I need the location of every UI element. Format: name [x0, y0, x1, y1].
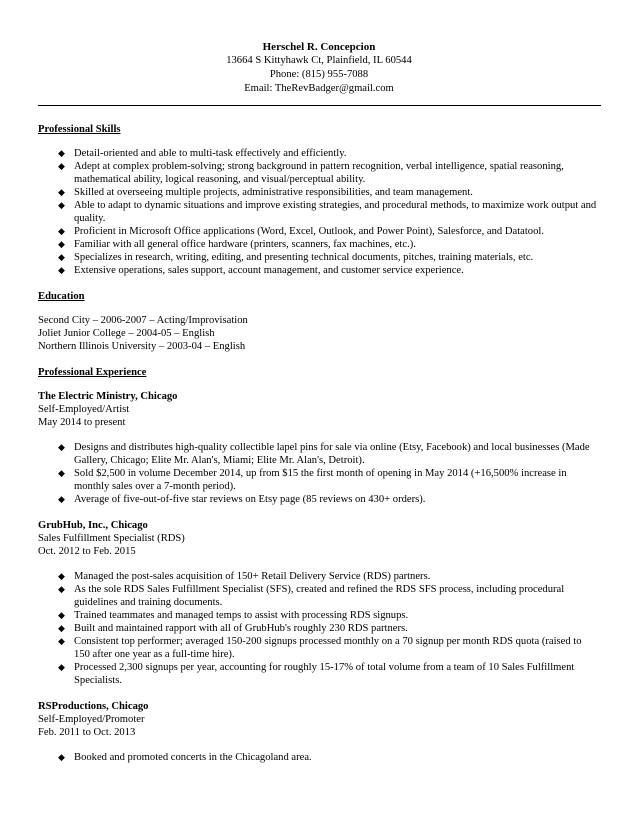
job-bullets — [38, 441, 600, 506]
resume-page — [38, 40, 600, 764]
job-company: The Electric Ministry, Chicago — [38, 391, 178, 402]
diamond-bullet-icon: ◆ — [58, 468, 65, 478]
job-bullets — [38, 570, 600, 687]
resume-header — [38, 40, 600, 96]
job-role: Sales Fulfillment Specialist (RDS) — [38, 533, 185, 544]
job-role: Self-Employed/Artist — [38, 404, 130, 415]
diamond-bullet-icon: ◆ — [58, 442, 65, 452]
list-item: ◆ Built and maintained rapport with all of GrubHub's roughly 230 RDS partners. — [58, 623, 408, 634]
list-item: ◆ Managed the post-sales acquisition of 150+ Retail Delivery Service (RDS) partners. — [58, 571, 431, 582]
list-item: ◆ As the sole RDS Sales Fulfillment Specialist (SFS), created and refined the RDS SFS process, including procedural guidelines and training documents. — [58, 584, 565, 608]
list-item: ◆ Trained teammates and managed temps to assist with processing RDS signups. — [58, 610, 409, 621]
diamond-bullet-icon: ◆ — [58, 161, 65, 171]
diamond-bullet-icon: ◆ — [58, 623, 65, 633]
diamond-bullet-icon: ◆ — [58, 662, 65, 672]
diamond-bullet-icon: ◆ — [58, 265, 65, 275]
education-item: Second City – 2006-2007 – Acting/Improvisation — [38, 315, 248, 326]
diamond-bullet-icon: ◆ — [58, 584, 65, 594]
diamond-bullet-icon: ◆ — [58, 636, 65, 646]
diamond-bullet-icon: ◆ — [58, 148, 65, 158]
diamond-bullet-icon: ◆ — [58, 226, 65, 236]
list-item: ◆ Processed 2,300 signups per year, accounting for roughly 15-17% of total volume from a team of 10 Sales Fulfillment Specialists. — [58, 662, 575, 686]
address: 13664 S Kittyhawk Ct, Plainfield, IL 60544 — [226, 55, 412, 66]
experience-heading: Professional Experience — [38, 367, 147, 378]
header-divider — [38, 105, 601, 106]
email: Email: TheRevBadger@gmail.com — [244, 83, 394, 94]
list-item: ◆ Average of five-out-of-five star reviews on Etsy page (85 reviews on 430+ orders). — [58, 494, 426, 505]
job-dates: Feb. 2011 to Oct. 2013 — [38, 727, 136, 738]
job-company: GrubHub, Inc., Chicago — [38, 520, 148, 531]
list-item: ◆ Proficient in Microsoft Office applications (Word, Excel, Outlook, and Power Point), Salesforce, and Datatool. — [58, 226, 544, 237]
skills-list — [38, 147, 600, 277]
education-heading: Education — [38, 291, 85, 302]
diamond-bullet-icon: ◆ — [58, 752, 65, 762]
list-item: ◆ Designs and distributes high-quality collectible lapel pins for sale via online (Etsy, Facebook) and local businesses (Made Gallery, Chicago; Elite Mr. Alan's, Miami; Elite Mr. Alan's, Detroit). — [58, 442, 590, 466]
diamond-bullet-icon: ◆ — [58, 571, 65, 581]
education-item: Joliet Junior College – 2004-05 – English — [38, 328, 215, 339]
list-item: ◆ Adept at complex problem-solving; strong background in pattern recognition, verbal intelligence, spatial reasoning, mathematical ability, logical reasoning, and visual/perceptual ability. — [58, 161, 564, 185]
diamond-bullet-icon: ◆ — [58, 252, 65, 262]
job-dates: May 2014 to present — [38, 417, 126, 428]
list-item: ◆ Skilled at overseeing multiple projects, administrative responsibilities, and team management. — [58, 187, 473, 198]
list-item: ◆ Specializes in research, writing, editing, and presenting technical documents, pitches, training materials, etc. — [58, 252, 534, 263]
list-item: ◆ Detail-oriented and able to multi-task effectively and efficiently. — [58, 148, 347, 159]
job-company: RSProductions, Chicago — [38, 701, 149, 712]
diamond-bullet-icon: ◆ — [58, 187, 65, 197]
list-item: ◆ Booked and promoted concerts in the Chicagoland area. — [58, 752, 312, 763]
diamond-bullet-icon: ◆ — [58, 239, 65, 249]
education-item: Northern Illinois University – 2003-04 – English — [38, 341, 246, 352]
diamond-bullet-icon: ◆ — [58, 494, 65, 504]
list-item: ◆ Able to adapt to dynamic situations and improve existing strategies, and procedural methods, to maximize work output and quality. — [58, 200, 597, 224]
skills-heading: Professional Skills — [38, 124, 121, 135]
job-dates: Oct. 2012 to Feb. 2015 — [38, 546, 136, 557]
list-item: ◆ Sold $2,500 in volume December 2014, up from $15 the first month of opening in May 2014 (+16,500% increase in monthly sales over a 7-month period). — [58, 468, 567, 492]
list-item: ◆ Extensive operations, sales support, account management, and customer service experience. — [58, 265, 464, 276]
diamond-bullet-icon: ◆ — [58, 200, 65, 210]
job-role: Self-Employed/Promoter — [38, 714, 145, 725]
list-item: ◆ Consistent top performer; averaged 150-200 signups processed monthly on a 70 signup per month RDS quota (raised to 150 after one year as a full-time hire). — [58, 636, 582, 660]
diamond-bullet-icon: ◆ — [58, 610, 65, 620]
list-item: ◆ Familiar with all general office hardware (printers, scanners, fax machines, etc.). — [58, 239, 416, 250]
candidate-name: Herschel R. Concepcion — [262, 41, 376, 53]
job-bullets — [38, 751, 600, 764]
phone: Phone: (815) 955-7088 — [269, 69, 369, 80]
